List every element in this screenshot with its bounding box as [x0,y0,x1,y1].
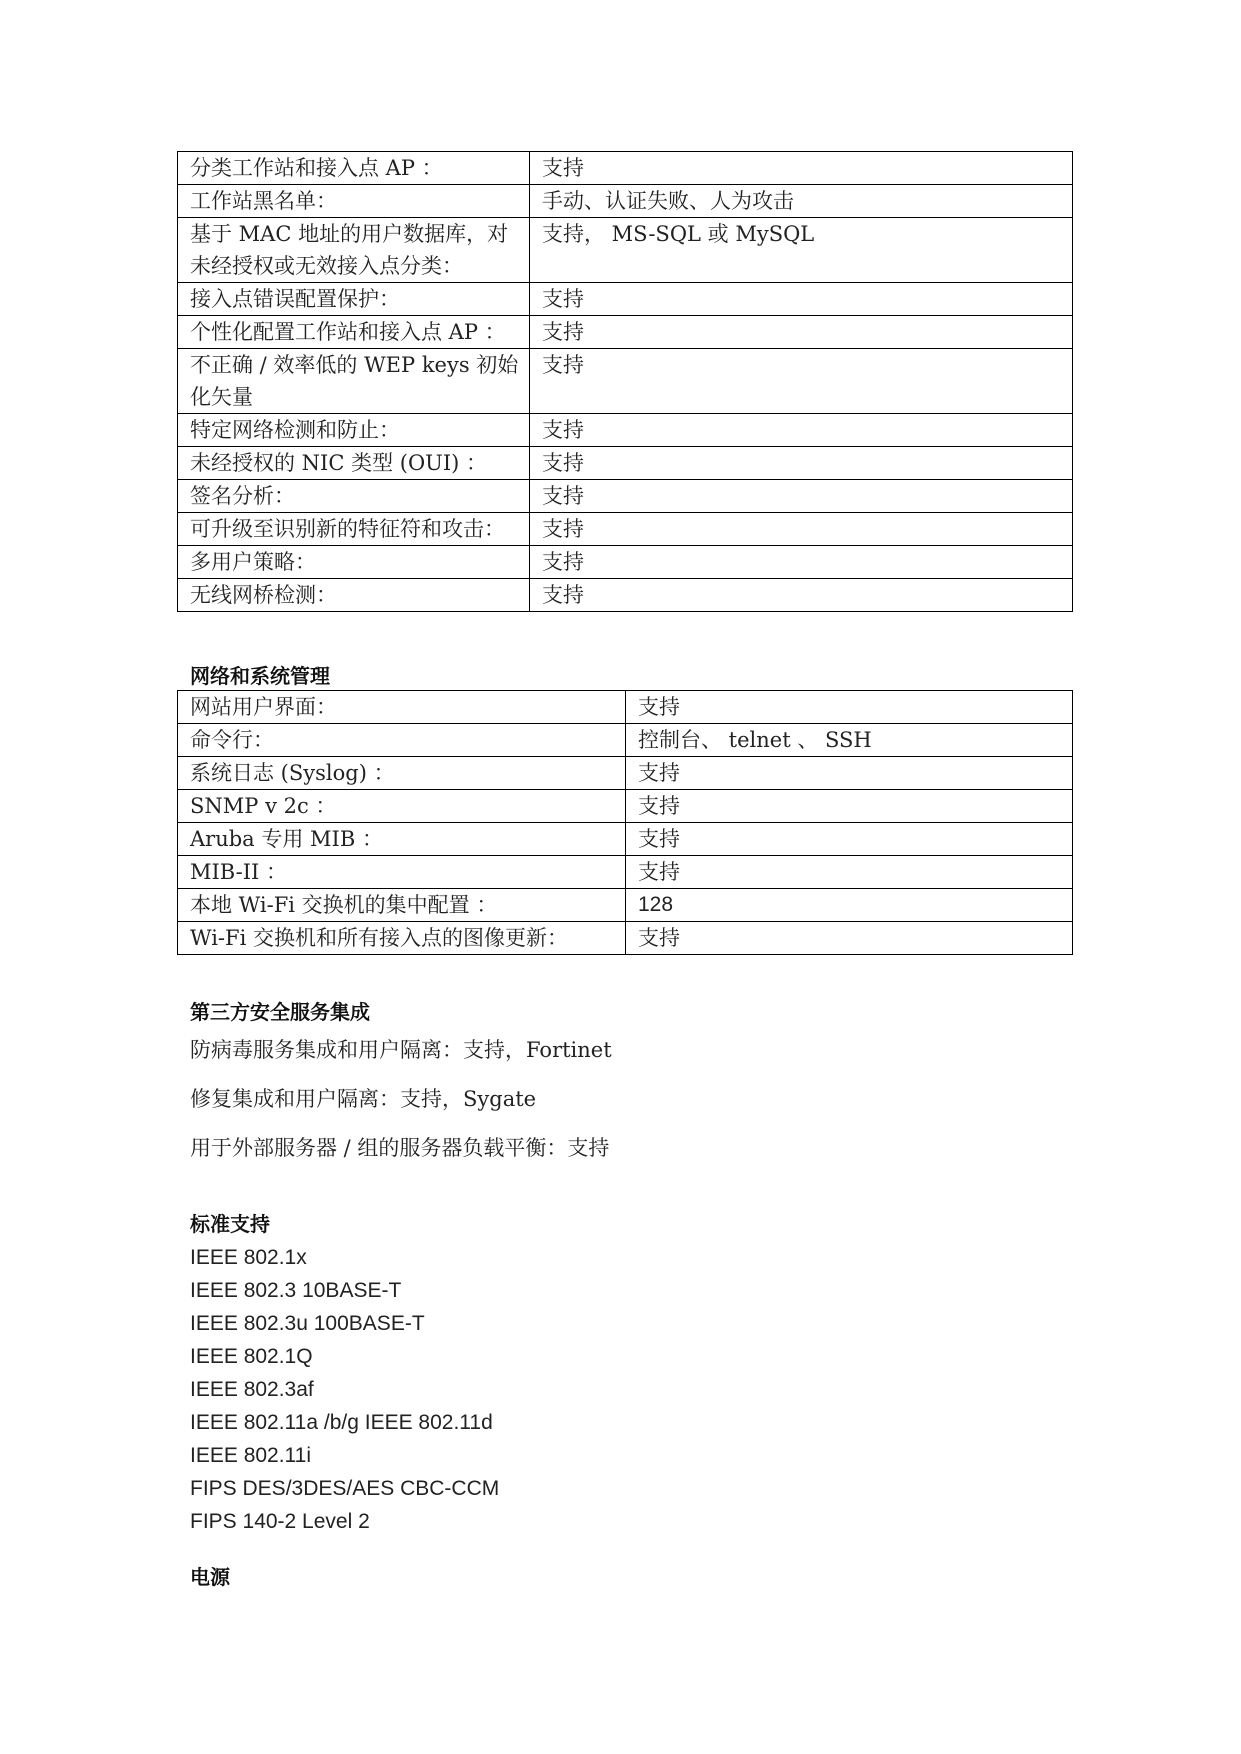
table-row [178,724,1073,757]
third-party-heading: 第三方安全服务集成 [190,1000,370,1024]
feature-label: 个性化配置工作站和接入点 AP ： [178,316,530,349]
table-row [178,185,1073,218]
feature-value: 支持 [530,152,1073,185]
feature-value: 支持 [530,513,1073,546]
paragraph: 修复集成和用户隔离：支持，Sygate [190,1087,537,1111]
feature-value: 手动、认证失败、人为攻击 [530,185,1073,218]
list-item: IEEE 802.3 10BASE-T [190,1279,402,1302]
feature-value: 支持 [530,480,1073,513]
feature-label: 签名分析： [178,480,530,513]
feature-value: 128 [626,889,1073,922]
feature-label: 命令行： [178,724,626,757]
table-row [178,579,1073,612]
table-row [178,283,1073,316]
list-item: IEEE 802.11a /b/g IEEE 802.11d [190,1411,493,1434]
list-item: FIPS DES/3DES/AES CBC-CCM [190,1477,500,1500]
feature-label: Aruba 专用 MIB ： [178,823,626,856]
list-item: IEEE 802.1Q [190,1345,313,1368]
table-row [178,922,1073,955]
standards-heading: 标准支持 [190,1212,270,1236]
table-row [178,889,1073,922]
table-row [178,856,1073,889]
feature-label: 网站用户界面： [178,691,626,724]
table-row [178,152,1073,185]
table-row [178,823,1073,856]
feature-label: 多用户策略： [178,546,530,579]
feature-value: 支持 [530,579,1073,612]
table-row [178,480,1073,513]
table-row [178,513,1073,546]
list-item: IEEE 802.11i [190,1444,312,1467]
feature-value: 支持 [530,414,1073,447]
table-row [178,447,1073,480]
table-row [178,349,1073,414]
feature-label: 工作站黑名单： [178,185,530,218]
feature-value: 支持 [626,691,1073,724]
feature-label: 本地 Wi-Fi 交换机的集中配置 ： [178,889,626,922]
security-features-table [177,151,1073,612]
feature-value: 支持 [530,447,1073,480]
standards-list [190,1241,499,1538]
feature-label: 不正确 / 效率低的 WEP keys 初始化矢量 [178,349,530,414]
table-row [178,414,1073,447]
feature-label: MIB-II ： [178,856,626,889]
feature-value: 支持 [626,922,1073,955]
table-row [178,546,1073,579]
list-item: IEEE 802.3af [190,1378,314,1401]
table-row [178,218,1073,283]
table-row [178,691,1073,724]
feature-value: 支持 [530,546,1073,579]
table-row [178,757,1073,790]
feature-label: 特定网络检测和防止： [178,414,530,447]
feature-label: 系统日志 (Syslog) ： [178,757,626,790]
network-management-heading: 网络和系统管理 [190,664,330,688]
paragraph: 防病毒服务集成和用户隔离：支持，Fortinet [190,1038,612,1062]
feature-value: 支持 [530,283,1073,316]
table-row [178,316,1073,349]
feature-value: 控制台、 telnet 、 SSH [626,724,1073,757]
list-item: IEEE 802.1x [190,1246,307,1269]
network-management-table [177,690,1073,955]
feature-label: 未经授权的 NIC 类型 (OUI) ： [178,447,530,480]
list-item: IEEE 802.3u 100BASE-T [190,1312,425,1335]
feature-value: 支持， MS-SQL 或 MySQL [530,218,1073,283]
power-heading: 电源 [190,1565,230,1589]
paragraph: 用于外部服务器 / 组的服务器负载平衡：支持 [190,1136,610,1160]
feature-value: 支持 [626,757,1073,790]
feature-label: 可升级至识别新的特征符和攻击： [178,513,530,546]
feature-value: 支持 [626,823,1073,856]
feature-label: Wi-Fi 交换机和所有接入点的图像更新： [178,922,626,955]
feature-label: 分类工作站和接入点 AP ： [178,152,530,185]
feature-label: 基于 MAC 地址的用户数据库，对未经授权或无效接入点分类： [178,218,530,283]
feature-value: 支持 [530,349,1073,414]
table-row [178,790,1073,823]
feature-value: 支持 [626,790,1073,823]
feature-label: 无线网桥检测： [178,579,530,612]
list-item: FIPS 140-2 Level 2 [190,1510,370,1533]
feature-label: SNMP v 2c ： [178,790,626,823]
feature-value: 支持 [626,856,1073,889]
feature-label: 接入点错误配置保护： [178,283,530,316]
feature-value: 支持 [530,316,1073,349]
